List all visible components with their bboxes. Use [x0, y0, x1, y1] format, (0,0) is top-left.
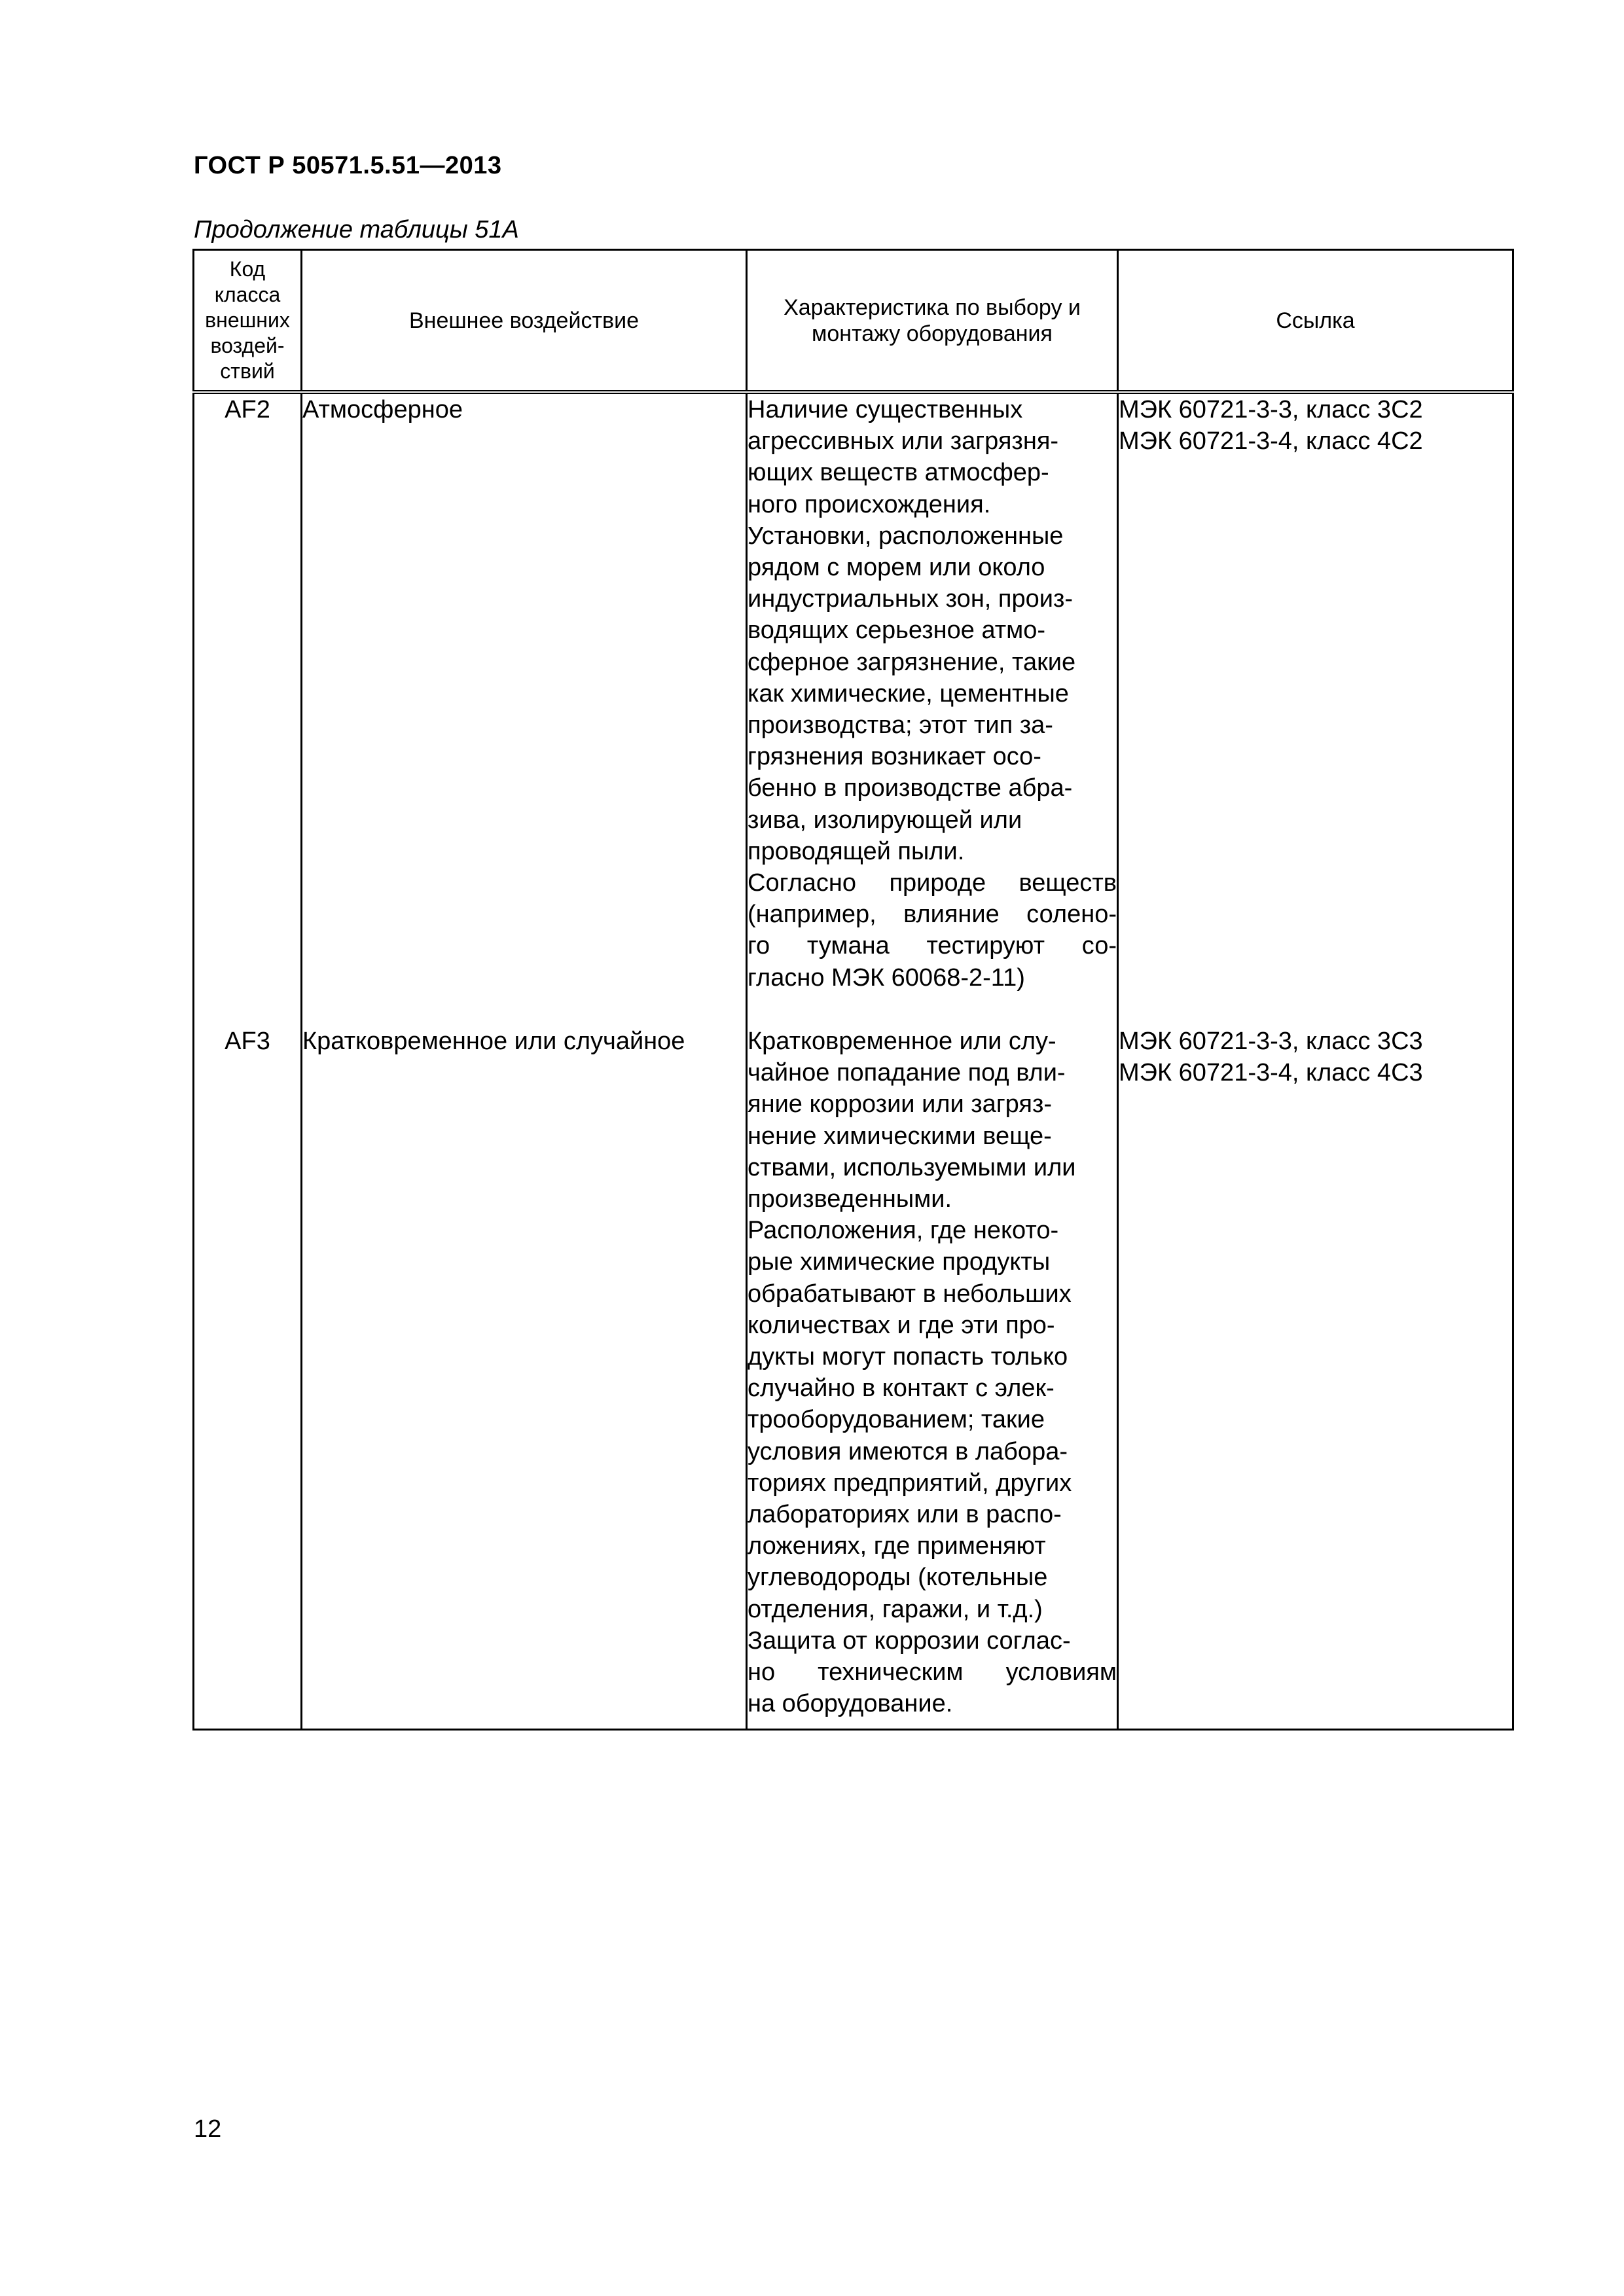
header-reference	[1118, 250, 1513, 393]
text-line: ющих веществ атмосфер-	[748, 459, 1049, 487]
header-line: Код	[229, 257, 266, 281]
table-row-af2	[194, 392, 1513, 1026]
table-caption: Продолжение таблицы 51А	[194, 216, 519, 243]
cell-influence: Кратковременное или случайное	[302, 1026, 747, 1730]
text-line: (например, влияние солено-	[748, 901, 1117, 929]
reference-line: МЭК 60721-3-4, класс 4С3	[1119, 1059, 1423, 1087]
text-line: условия имеются в лабора-	[748, 1437, 1068, 1465]
text-line: водящих серьезное атмо-	[748, 617, 1046, 645]
text-line: го тумана тестируют со-	[748, 932, 1117, 960]
text-line: но техническим условиям	[748, 1659, 1117, 1687]
text-line: дукты могут попасть только	[748, 1343, 1068, 1371]
text-line: нение химическими веще-	[748, 1122, 1052, 1150]
text-line: Установки, расположенные	[748, 522, 1064, 550]
influences-table	[192, 249, 1514, 1731]
text-line: обрабатывают в небольших	[748, 1280, 1072, 1308]
text-line: Согласно природе веществ	[748, 869, 1117, 897]
header-line: Внешнее воздействие	[408, 308, 639, 333]
text-line: ториях предприятий, других	[748, 1469, 1072, 1497]
cell-characteristic	[747, 1026, 1118, 1730]
text-line: проводящей пыли.	[748, 837, 965, 865]
text-line: производства; этот тип за-	[748, 711, 1053, 740]
header-line: ствий	[220, 359, 275, 383]
text-line: рядом с морем или около	[748, 554, 1045, 582]
text-line: Наличие существенных	[748, 396, 1023, 423]
text-line: произведенными.	[748, 1185, 952, 1213]
text-line: Расположения, где некото-	[748, 1217, 1059, 1245]
text-line: Защита от коррозии соглас-	[748, 1626, 1071, 1655]
header-line: внешних	[205, 308, 290, 332]
reference-line: МЭК 60721-3-3, класс 3С3	[1119, 1028, 1423, 1055]
text-line: чайное попадание под вли-	[748, 1059, 1066, 1087]
header-line: воздей-	[210, 334, 285, 357]
text-line: на оборудование.	[748, 1690, 953, 1718]
page-number: 12	[194, 2115, 222, 2143]
text-line: зива, изолирующей или	[748, 806, 1022, 834]
header-line: класса	[214, 283, 281, 306]
text-line: яние коррозии или загряз-	[748, 1090, 1053, 1119]
text-line: индустриальных зон, произ-	[748, 585, 1074, 613]
text-line: случайно в контакт с элек-	[748, 1374, 1055, 1403]
text-line: ложениях, где применяют	[748, 1532, 1046, 1560]
cell-references	[1118, 392, 1513, 1026]
cell-influence: Атмосферное	[302, 392, 747, 1026]
header-influence	[302, 250, 747, 393]
text-line: углеводороды (котельные	[748, 1564, 1048, 1592]
reference-line: МЭК 60721-3-3, класс 3С2	[1119, 396, 1423, 423]
text-line: сферное загрязнение, такие	[748, 648, 1076, 676]
text-line: ствами, используемыми или	[748, 1153, 1076, 1181]
header-line: Характеристика по выбору и	[784, 295, 1081, 320]
header-code-class	[194, 250, 302, 393]
cell-code: AF3	[194, 1026, 302, 1730]
text-line: агрессивных или загрязня-	[748, 427, 1059, 456]
header-line: Ссылка	[1276, 308, 1355, 333]
table-header-row	[194, 250, 1513, 393]
header-line: монтажу оборудования	[812, 321, 1053, 346]
text-line: грязнения возникает осо-	[748, 743, 1041, 771]
header-characteristic	[747, 250, 1118, 393]
text-line: ного происхождения.	[748, 490, 991, 518]
text-line: количествах и где эти про-	[748, 1311, 1055, 1339]
cell-references	[1118, 1026, 1513, 1730]
text-line: гласно МЭК 60068-2-11)	[748, 963, 1025, 992]
cell-characteristic	[747, 392, 1118, 1026]
text-line: лабораториях или в распо-	[748, 1501, 1062, 1529]
reference-line: МЭК 60721-3-4, класс 4С2	[1119, 427, 1423, 456]
text-line: трооборудованием; такие	[748, 1406, 1045, 1434]
document-code: ГОСТ Р 50571.5.51—2013	[194, 152, 502, 179]
cell-code: AF2	[194, 392, 302, 1026]
text-line: как химические, цементные	[748, 679, 1069, 708]
text-line: Кратковременное или слу-	[748, 1028, 1056, 1055]
text-line: отделения, гаражи, и т.д.)	[748, 1595, 1043, 1623]
table-row-af3	[194, 1026, 1513, 1730]
text-line: бенно в производстве абра-	[748, 774, 1073, 802]
text-line: рые химические продукты	[748, 1248, 1051, 1276]
